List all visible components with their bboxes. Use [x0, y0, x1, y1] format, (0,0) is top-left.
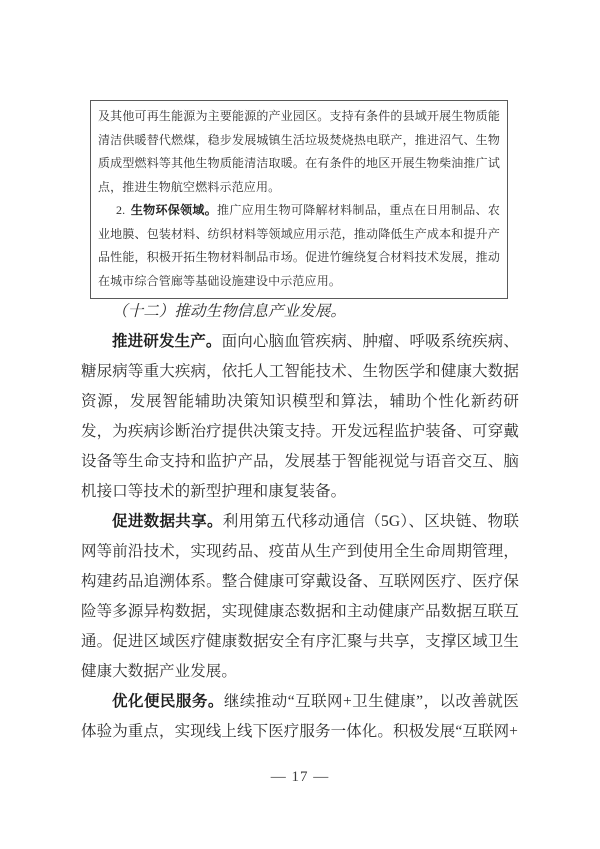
box-paragraph-item: [98, 199, 500, 293]
item-lead: 生物环保领域。: [130, 203, 218, 217]
paragraph-data-sharing: [81, 507, 519, 687]
page-number-label: — 17 —: [270, 769, 330, 785]
paragraph-lead: 优化便民服务。: [112, 693, 224, 710]
box-paragraph-continuation: [98, 105, 500, 199]
paragraph-text: 面向心脑血管疾病、肿瘤、呼吸系统疾病、糖尿病等重大疾病，依托人工智能技术、生物医学和健康大数据资源，发展智能辅助决策知识模型和算法，辅助个性化新药研发，为疾病诊断治疗提供决策支持。开发远程监护装备、可穿戴设备等生命支持和监护产品，发展基于智能视觉与语音交互、脑机接口等技术的新型护理和康复装备。: [81, 333, 519, 500]
box-paragraph-text: 及其他可再生能源为主要能源的产业园区。支持有条件的县域开展生物质能清洁供暖替代燃煤，稳步发展城镇生活垃圾焚烧热电联产，推进沼气、生物质成型燃料等其他生物质能清洁取暖。在有条件的地区开展生物柴油推广试点，推进生物航空燃料示范应用。: [98, 109, 500, 194]
item-text: 推广应用生物可降解材料制品，重点在日用制品、农业地膜、包装材料、纺织材料等领域应用示范，推动降低生产成本和提升产品性能，积极开拓生物材料制品市场。促进竹缠绕复合材料技术发展，推动在城市综合管廊等基础设施建设中示范应用。: [98, 203, 500, 288]
paragraph-lead: 促进数据共享。: [112, 513, 223, 530]
body-text: [81, 297, 519, 747]
paragraph-text: 利用第五代移动通信（5G）、区块链、物联网等前沿技术，实现药品、疫苗从生产到使用全生命周期管理，构建药品追溯体系。整合健康可穿戴设备、互联网医疗、医疗保险等多源异构数据，实现健康态数据和主动健康产品数据互联互通。促进区域医疗健康数据安全有序汇聚与共享，支撑区域卫生健康大数据产业发展。: [81, 513, 520, 680]
section-heading: （十二）推动生物信息产业发展。: [112, 303, 347, 320]
quote-box: [90, 100, 508, 299]
paragraph-research-production: [81, 327, 519, 507]
paragraph-text: 继续推动“互联网+卫生健康”，以改善就医体验为重点，实现线上线下医疗服务一体化。积极发展“互联网+: [81, 693, 519, 740]
page-number: [0, 769, 600, 786]
item-number: 2.: [116, 203, 126, 217]
paragraph-public-services: [81, 687, 519, 747]
paragraph-lead: 推进研发生产。: [112, 333, 222, 350]
